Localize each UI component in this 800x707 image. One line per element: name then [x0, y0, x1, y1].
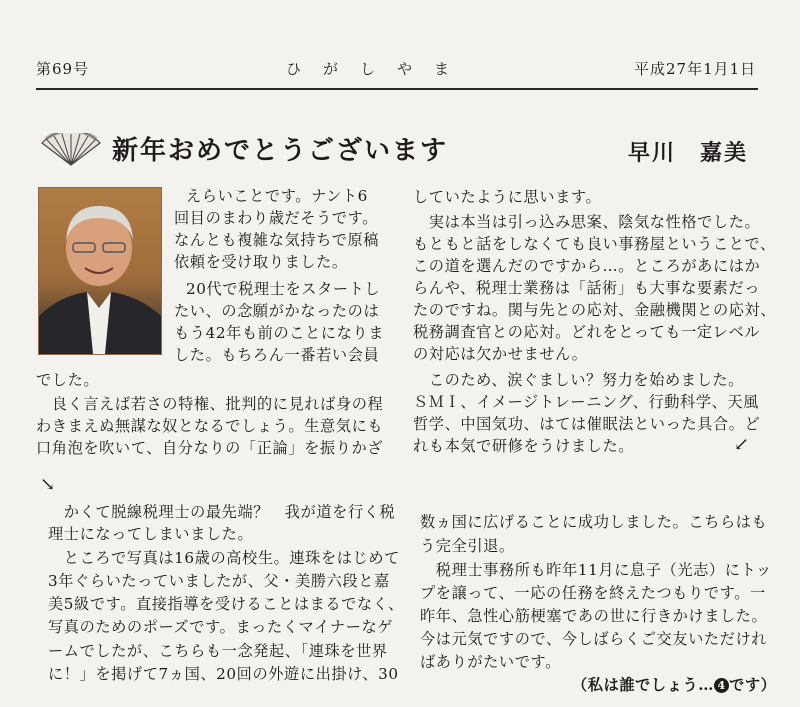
body-line: えらいことです。ナント6	[186, 187, 368, 205]
body-line: う完全引退。	[420, 537, 515, 555]
body-line: 哲学、中国気功、はては催眠法といった具合。ど	[413, 415, 761, 433]
body-line: 回目のまわり歳だそうです。	[174, 209, 379, 227]
quiz-footer	[572, 674, 776, 696]
body-line: でした。	[36, 371, 100, 389]
author-name: 早川 嘉美	[628, 140, 749, 166]
body-line: プを譲って、一応の任務を終えたつもりです。一	[420, 584, 766, 602]
body-line: このため、涙ぐましい？努力を始めました。	[413, 371, 744, 389]
continue-arrow-icon: ↙	[734, 434, 750, 455]
body-line: ームでしたが、こちらも一念発起、「連珠を世界	[48, 642, 388, 660]
body-line: ばありがたいです。	[420, 653, 561, 671]
body-line: 理士になってしまいました。	[48, 525, 254, 543]
body-line: たい、の念願がかなったのは	[174, 302, 380, 320]
body-line: もう42年も前のことになりま	[174, 324, 384, 342]
body-line: 昨年、急性心筋梗塞であの世に行きかけました。	[420, 607, 768, 625]
body-line: の対応は欠かせません。	[413, 345, 588, 363]
quiz-footer-prefix: （私は誰でしょう…	[572, 676, 715, 694]
body-line: かくて脱線税理士の最先端？ 我が道を行く税	[48, 503, 396, 521]
body-line: ＳＭＩ、イメージトレーニング、行動科学、天風	[413, 393, 759, 411]
folding-fan-icon	[40, 133, 102, 167]
newsletter-name: ひがしやま	[286, 60, 472, 78]
body-line: 実は本当は引っ込み思案、陰気な性格でした。	[413, 213, 761, 231]
header-rule	[36, 88, 758, 90]
body-line: もともと話をしなくても良い事務屋ということで、	[413, 235, 776, 253]
continue-arrow-icon: ↘	[40, 474, 56, 495]
body-line: ところで写真は16歳の高校生。連珠をはじめて	[48, 549, 400, 567]
body-line: 依頼を受け取りました。	[174, 253, 348, 271]
body-line: に！」を掲げて7ヵ国、20回の外遊に出掛け、30	[48, 665, 399, 683]
body-line: 税理士事務所も昨年11月に息子（光志）にトッ	[420, 561, 772, 579]
body-line: していたように思います。	[413, 188, 602, 206]
author-portrait	[38, 187, 162, 355]
issue-number: 第69号	[36, 60, 90, 78]
body-line: たのですね。関与先との応対、金融機関との応対、	[413, 301, 777, 319]
quiz-number-badge: 4	[714, 678, 729, 693]
body-line: 20代で税理士をスタートし	[186, 280, 381, 298]
body-line: 良く言えば若さの特権、批判的に見れば身の程	[36, 395, 384, 413]
body-line: 口角泡を吹いて、自分なりの「正論」を振りかざ	[36, 439, 384, 457]
body-line: 美5級です。直接指導を受けることはまるでなく、	[48, 595, 404, 613]
body-line: 今は元気ですので、今しばらくご交友いただけれ	[420, 630, 768, 648]
body-line: 3年ぐらいたっていましたが、父・美勝六段と嘉	[48, 572, 390, 590]
article-title: 新年おめでとうございます	[112, 136, 449, 166]
body-line: した。もちろん一番若い会員	[174, 346, 380, 364]
body-line: わきまえぬ無謀な奴となるでしょう。生意気にも	[36, 417, 384, 435]
body-line: 税務調査官との応対。どれをとっても一定レベル	[413, 323, 761, 341]
body-line: 写真のためのポーズです。まったくマイナーなゲ	[48, 618, 394, 636]
issue-date: 平成27年1月1日	[634, 60, 757, 78]
body-line: らんや、税理士業務は「話術」も大事な要素だっ	[413, 279, 761, 297]
body-line: この道を選んだのですから…。ところがあにはか	[413, 257, 761, 275]
body-line: れも本気で研修をうけました。	[413, 437, 635, 455]
body-line: 数ヵ国に広げることに成功しました。こちらはも	[420, 513, 768, 531]
body-line: なんとも複雑な気持ちで原稿	[174, 231, 380, 249]
quiz-footer-suffix: です）	[729, 676, 777, 694]
